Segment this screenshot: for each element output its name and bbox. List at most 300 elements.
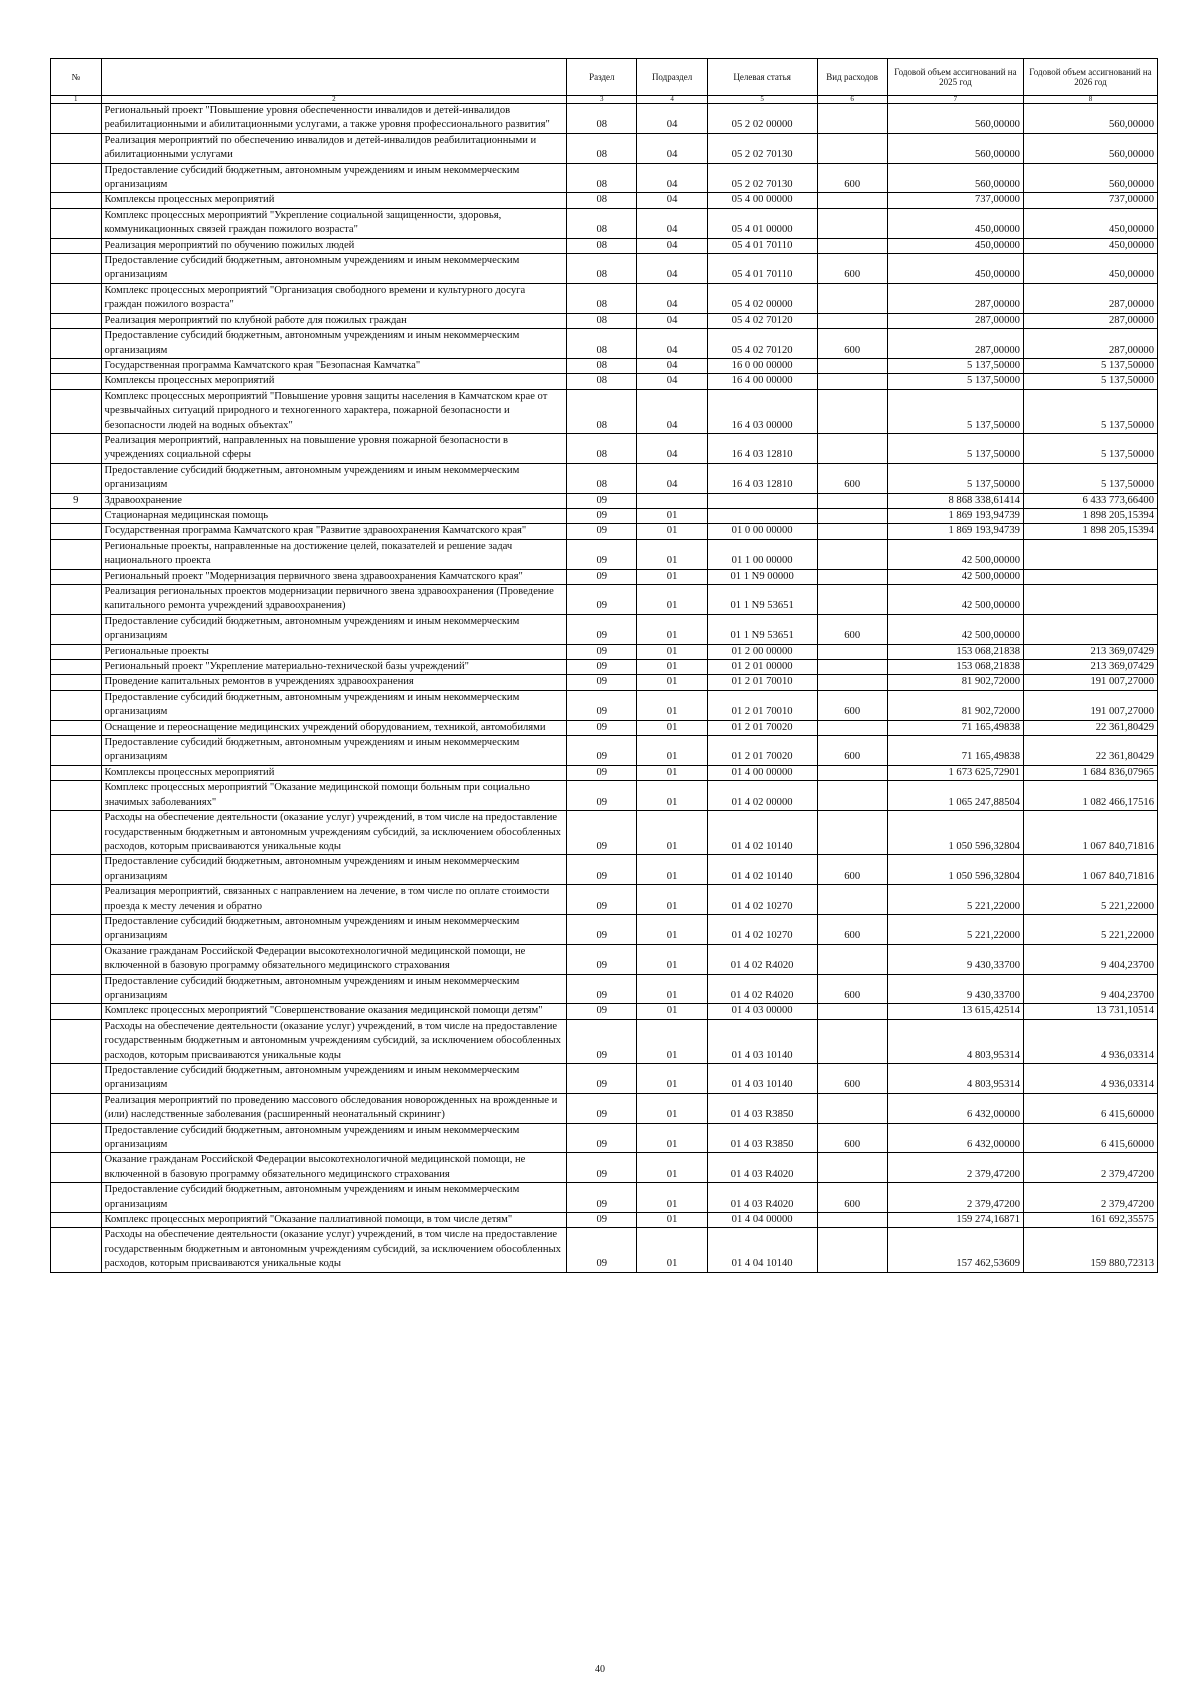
row-expense-type-cell: [817, 313, 887, 328]
table-row: [51, 1093, 1158, 1123]
row-expense-type-cell: [817, 1228, 887, 1272]
row-expense-type-cell: [817, 1153, 887, 1183]
row-name-cell: Комплекс процессных мероприятий "Совершенствование оказания медицинской помощи детям": [101, 1004, 567, 1019]
row-number-cell: [51, 104, 102, 134]
row-number-cell: [51, 193, 102, 208]
row-name-cell: Предоставление субсидий бюджетным, автономным учреждениям и иным некоммерческим организациям: [101, 614, 567, 644]
column-number: 5: [707, 96, 817, 104]
row-name-cell: Предоставление субсидий бюджетным, автономным учреждениям и иным некоммерческим организациям: [101, 463, 567, 493]
row-number-cell: [51, 1093, 102, 1123]
row-razdel-cell: 09: [567, 944, 637, 974]
row-volume-2026-cell: 6 415,60000: [1023, 1123, 1157, 1153]
row-volume-2025-cell: 1 673 625,72901: [887, 765, 1023, 780]
row-podrazdel-cell: 01: [637, 614, 707, 644]
row-volume-2026-cell: 5 221,22000: [1023, 914, 1157, 944]
table-row: [51, 193, 1158, 208]
table-row: [51, 493, 1158, 508]
row-volume-2025-cell: 560,00000: [887, 133, 1023, 163]
row-target-article-cell: 05 4 01 70110: [707, 238, 817, 253]
row-target-article-cell: 05 4 01 70110: [707, 254, 817, 284]
row-podrazdel-cell: 01: [637, 944, 707, 974]
table-row: [51, 720, 1158, 735]
row-number-cell: [51, 1228, 102, 1272]
row-target-article-cell: 16 4 03 12810: [707, 463, 817, 493]
row-podrazdel-cell: 01: [637, 885, 707, 915]
row-number-cell: [51, 675, 102, 690]
row-number-cell: [51, 736, 102, 766]
row-razdel-cell: 09: [567, 855, 637, 885]
row-razdel-cell: 09: [567, 1019, 637, 1063]
row-number-cell: [51, 163, 102, 193]
table-row: [51, 508, 1158, 523]
row-razdel-cell: 09: [567, 811, 637, 855]
table-row: [51, 163, 1158, 193]
row-razdel-cell: 09: [567, 493, 637, 508]
row-volume-2026-cell: 4 936,03314: [1023, 1064, 1157, 1094]
row-expense-type-cell: [817, 374, 887, 389]
row-target-article-cell: 05 2 02 70130: [707, 133, 817, 163]
row-expense-type-cell: [817, 1004, 887, 1019]
row-expense-type-cell: [817, 765, 887, 780]
row-name-cell: Государственная программа Камчатского края "Развитие здравоохранения Камчатского края": [101, 524, 567, 539]
row-podrazdel-cell: 04: [637, 329, 707, 359]
row-target-article-cell: 01 4 03 R4020: [707, 1183, 817, 1213]
row-volume-2025-cell: 9 430,33700: [887, 974, 1023, 1004]
row-target-article-cell: 01 4 02 10140: [707, 855, 817, 885]
row-volume-2025-cell: 9 430,33700: [887, 944, 1023, 974]
row-number-cell: [51, 614, 102, 644]
row-volume-2026-cell: 450,00000: [1023, 208, 1157, 238]
row-volume-2026-cell: 5 137,50000: [1023, 433, 1157, 463]
header-row: [51, 59, 1158, 96]
budget-table-container: [50, 58, 1158, 1273]
row-volume-2026-cell: 287,00000: [1023, 313, 1157, 328]
row-expense-type-cell: [817, 1019, 887, 1063]
row-volume-2026-cell: [1023, 569, 1157, 584]
table-row: [51, 781, 1158, 811]
row-target-article-cell: 01 1 N9 00000: [707, 569, 817, 584]
row-podrazdel-cell: 04: [637, 104, 707, 134]
row-expense-type-cell: [817, 1213, 887, 1228]
row-volume-2026-cell: 5 137,50000: [1023, 374, 1157, 389]
row-podrazdel-cell: 04: [637, 313, 707, 328]
table-row: [51, 765, 1158, 780]
page-number: 40: [595, 1664, 605, 1675]
row-target-article-cell: 01 2 01 00000: [707, 660, 817, 675]
row-name-cell: Стационарная медицинская помощь: [101, 508, 567, 523]
row-volume-2026-cell: [1023, 614, 1157, 644]
row-expense-type-cell: [817, 238, 887, 253]
table-row: [51, 690, 1158, 720]
row-number-cell: [51, 508, 102, 523]
row-target-article-cell: 01 4 03 10140: [707, 1064, 817, 1094]
row-number-cell: [51, 539, 102, 569]
budget-table: [50, 58, 1158, 1273]
row-expense-type-cell: [817, 208, 887, 238]
row-podrazdel-cell: 04: [637, 163, 707, 193]
row-podrazdel-cell: 01: [637, 539, 707, 569]
row-target-article-cell: 01 4 02 R4020: [707, 944, 817, 974]
row-volume-2025-cell: 159 274,16871: [887, 1213, 1023, 1228]
row-name-cell: Реализация мероприятий по клубной работе для пожилых граждан: [101, 313, 567, 328]
row-volume-2025-cell: 1 065 247,88504: [887, 781, 1023, 811]
header-number: №: [51, 59, 102, 96]
row-target-article-cell: 01 2 01 70010: [707, 690, 817, 720]
table-row: [51, 238, 1158, 253]
row-name-cell: Комплекс процессных мероприятий "Оказание медицинской помощи больным при социально значимых заболеваниях": [101, 781, 567, 811]
row-name-cell: Предоставление субсидий бюджетным, автономным учреждениям и иным некоммерческим организациям: [101, 163, 567, 193]
row-volume-2025-cell: 4 803,95314: [887, 1019, 1023, 1063]
row-name-cell: Предоставление субсидий бюджетным, автономным учреждениям и иным некоммерческим организациям: [101, 1183, 567, 1213]
table-row: [51, 736, 1158, 766]
column-number: 4: [637, 96, 707, 104]
row-target-article-cell: 01 1 N9 53651: [707, 585, 817, 615]
row-number-cell: [51, 1183, 102, 1213]
row-number-cell: [51, 765, 102, 780]
row-razdel-cell: 08: [567, 133, 637, 163]
row-razdel-cell: 08: [567, 283, 637, 313]
row-podrazdel-cell: 01: [637, 811, 707, 855]
row-volume-2026-cell: 560,00000: [1023, 104, 1157, 134]
row-razdel-cell: 09: [567, 720, 637, 735]
row-podrazdel-cell: 04: [637, 193, 707, 208]
table-row: [51, 358, 1158, 373]
row-volume-2025-cell: 560,00000: [887, 163, 1023, 193]
row-target-article-cell: 01 2 01 70010: [707, 675, 817, 690]
row-expense-type-cell: [817, 944, 887, 974]
table-row: [51, 569, 1158, 584]
row-name-cell: Региональный проект "Модернизация первичного звена здравоохранения Камчатского края": [101, 569, 567, 584]
row-volume-2025-cell: 1 050 596,32804: [887, 811, 1023, 855]
row-razdel-cell: 09: [567, 974, 637, 1004]
row-volume-2025-cell: 450,00000: [887, 254, 1023, 284]
column-number: 3: [567, 96, 637, 104]
row-name-cell: Комплексы процессных мероприятий: [101, 765, 567, 780]
row-podrazdel-cell: 01: [637, 1064, 707, 1094]
table-row: [51, 524, 1158, 539]
row-podrazdel-cell: 04: [637, 389, 707, 433]
row-number-cell: [51, 660, 102, 675]
row-podrazdel-cell: 04: [637, 433, 707, 463]
row-razdel-cell: 09: [567, 539, 637, 569]
row-razdel-cell: 09: [567, 508, 637, 523]
row-volume-2026-cell: 450,00000: [1023, 238, 1157, 253]
row-razdel-cell: 09: [567, 524, 637, 539]
row-number-cell: [51, 208, 102, 238]
row-expense-type-cell: 600: [817, 855, 887, 885]
row-expense-type-cell: [817, 675, 887, 690]
row-volume-2025-cell: 5 137,50000: [887, 389, 1023, 433]
row-number-cell: [51, 1064, 102, 1094]
row-name-cell: Предоставление субсидий бюджетным, автономным учреждениям и иным некоммерческим организациям: [101, 329, 567, 359]
table-row: [51, 855, 1158, 885]
row-volume-2025-cell: 5 221,22000: [887, 885, 1023, 915]
row-razdel-cell: 09: [567, 569, 637, 584]
row-podrazdel-cell: 01: [637, 855, 707, 885]
row-expense-type-cell: 600: [817, 329, 887, 359]
table-row: [51, 974, 1158, 1004]
row-volume-2026-cell: 1 898 205,15394: [1023, 524, 1157, 539]
row-volume-2025-cell: 450,00000: [887, 238, 1023, 253]
row-podrazdel-cell: 01: [637, 914, 707, 944]
row-razdel-cell: 09: [567, 675, 637, 690]
row-volume-2026-cell: 5 137,50000: [1023, 358, 1157, 373]
row-podrazdel-cell: 01: [637, 524, 707, 539]
row-target-article-cell: 01 4 00 00000: [707, 765, 817, 780]
row-volume-2025-cell: 450,00000: [887, 208, 1023, 238]
row-volume-2026-cell: 1 898 205,15394: [1023, 508, 1157, 523]
row-name-cell: Комплексы процессных мероприятий: [101, 193, 567, 208]
row-volume-2025-cell: 81 902,72000: [887, 675, 1023, 690]
header-target-article: Целевая статья: [707, 59, 817, 96]
table-row: [51, 1153, 1158, 1183]
row-name-cell: Расходы на обеспечение деятельности (оказание услуг) учреждений, в том числе на предоставление государственным бюджетным и автономным учреждениям субсидий, за исключением обособленных расходов, которым присваиваются уникальные коды: [101, 811, 567, 855]
row-volume-2025-cell: 6 432,00000: [887, 1123, 1023, 1153]
row-podrazdel-cell: 01: [637, 1183, 707, 1213]
row-podrazdel-cell: 01: [637, 569, 707, 584]
row-podrazdel-cell: 04: [637, 254, 707, 284]
row-expense-type-cell: [817, 885, 887, 915]
row-podrazdel-cell: 01: [637, 1153, 707, 1183]
row-volume-2025-cell: 6 432,00000: [887, 1093, 1023, 1123]
row-number-cell: [51, 974, 102, 1004]
column-number-row: [51, 96, 1158, 104]
row-target-article-cell: [707, 493, 817, 508]
row-target-article-cell: 01 4 02 10140: [707, 811, 817, 855]
row-volume-2026-cell: 9 404,23700: [1023, 974, 1157, 1004]
row-expense-type-cell: [817, 811, 887, 855]
row-volume-2026-cell: 5 137,50000: [1023, 463, 1157, 493]
row-razdel-cell: 08: [567, 463, 637, 493]
row-target-article-cell: 01 2 01 70020: [707, 720, 817, 735]
row-podrazdel-cell: 04: [637, 238, 707, 253]
header-volume-2026: Годовой объем ассигнований на 2026 год: [1023, 59, 1157, 96]
row-number-cell: [51, 781, 102, 811]
row-volume-2025-cell: 287,00000: [887, 283, 1023, 313]
row-volume-2025-cell: 287,00000: [887, 313, 1023, 328]
table-row: [51, 133, 1158, 163]
row-razdel-cell: 09: [567, 644, 637, 659]
row-razdel-cell: 08: [567, 389, 637, 433]
column-number: 6: [817, 96, 887, 104]
column-number: 7: [887, 96, 1023, 104]
row-name-cell: Региональные проекты, направленные на достижение целей, показателей и решение задач национального проекта: [101, 539, 567, 569]
row-razdel-cell: 09: [567, 690, 637, 720]
row-expense-type-cell: [817, 781, 887, 811]
row-number-cell: [51, 433, 102, 463]
header-name: [101, 59, 567, 96]
row-target-article-cell: 16 4 03 12810: [707, 433, 817, 463]
row-volume-2025-cell: 42 500,00000: [887, 539, 1023, 569]
row-name-cell: Предоставление субсидий бюджетным, автономным учреждениям и иным некоммерческим организациям: [101, 690, 567, 720]
row-name-cell: Предоставление субсидий бюджетным, автономным учреждениям и иным некоммерческим организациям: [101, 855, 567, 885]
row-volume-2026-cell: 22 361,80429: [1023, 720, 1157, 735]
row-volume-2026-cell: 191 007,27000: [1023, 675, 1157, 690]
row-podrazdel-cell: 01: [637, 1019, 707, 1063]
row-target-article-cell: 05 4 00 00000: [707, 193, 817, 208]
table-row: [51, 313, 1158, 328]
row-number-cell: [51, 1123, 102, 1153]
table-row: [51, 660, 1158, 675]
row-podrazdel-cell: 04: [637, 208, 707, 238]
row-number-cell: [51, 133, 102, 163]
row-expense-type-cell: [817, 569, 887, 584]
row-podrazdel-cell: 01: [637, 1213, 707, 1228]
row-expense-type-cell: [817, 493, 887, 508]
row-number-cell: [51, 1004, 102, 1019]
row-target-article-cell: 05 4 02 70120: [707, 313, 817, 328]
row-volume-2025-cell: 737,00000: [887, 193, 1023, 208]
row-number-cell: [51, 720, 102, 735]
row-number-cell: [51, 389, 102, 433]
row-number-cell: [51, 313, 102, 328]
row-number-cell: [51, 374, 102, 389]
row-volume-2026-cell: 6 415,60000: [1023, 1093, 1157, 1123]
row-expense-type-cell: 600: [817, 463, 887, 493]
row-volume-2026-cell: [1023, 585, 1157, 615]
row-number-cell: [51, 811, 102, 855]
row-razdel-cell: 09: [567, 1004, 637, 1019]
row-podrazdel-cell: 01: [637, 1123, 707, 1153]
header-volume-2025: Годовой объем ассигнований на 2025 год: [887, 59, 1023, 96]
row-number-cell: [51, 690, 102, 720]
header-razdel: Раздел: [567, 59, 637, 96]
row-razdel-cell: 08: [567, 193, 637, 208]
table-row: [51, 374, 1158, 389]
row-name-cell: Здравоохранение: [101, 493, 567, 508]
row-volume-2025-cell: 5 137,50000: [887, 358, 1023, 373]
row-podrazdel-cell: 01: [637, 781, 707, 811]
row-volume-2025-cell: 560,00000: [887, 104, 1023, 134]
row-podrazdel-cell: 01: [637, 660, 707, 675]
table-row: [51, 283, 1158, 313]
row-number-cell: [51, 254, 102, 284]
row-name-cell: Реализация региональных проектов модернизации первичного звена здравоохранения (Проведение капитального ремонта учреждений здравоохранения): [101, 585, 567, 615]
row-volume-2025-cell: 42 500,00000: [887, 614, 1023, 644]
row-volume-2026-cell: 450,00000: [1023, 254, 1157, 284]
row-target-article-cell: 16 4 00 00000: [707, 374, 817, 389]
row-volume-2026-cell: 191 007,27000: [1023, 690, 1157, 720]
row-number-cell: [51, 644, 102, 659]
row-name-cell: Предоставление субсидий бюджетным, автономным учреждениям и иным некоммерческим организациям: [101, 1064, 567, 1094]
row-target-article-cell: 01 4 02 R4020: [707, 974, 817, 1004]
table-row: [51, 1228, 1158, 1272]
row-volume-2025-cell: 1 869 193,94739: [887, 524, 1023, 539]
row-name-cell: Комплекс процессных мероприятий "Укрепление социальной защищенности, здоровья, коммуникационных связей граждан пожилого возраста": [101, 208, 567, 238]
table-row: [51, 914, 1158, 944]
row-podrazdel-cell: 01: [637, 508, 707, 523]
row-volume-2026-cell: 1 067 840,71816: [1023, 855, 1157, 885]
row-target-article-cell: 01 4 02 10270: [707, 914, 817, 944]
row-expense-type-cell: [817, 720, 887, 735]
row-volume-2026-cell: 1 082 466,17516: [1023, 781, 1157, 811]
row-name-cell: Расходы на обеспечение деятельности (оказание услуг) учреждений, в том числе на предоставление государственным бюджетным и автономным учреждениям субсидий, за исключением обособленных расходов, которым присваиваются уникальные коды: [101, 1019, 567, 1063]
row-name-cell: Предоставление субсидий бюджетным, автономным учреждениям и иным некоммерческим организациям: [101, 1123, 567, 1153]
row-podrazdel-cell: 01: [637, 1093, 707, 1123]
row-expense-type-cell: [817, 644, 887, 659]
row-expense-type-cell: 600: [817, 1064, 887, 1094]
row-razdel-cell: 09: [567, 1093, 637, 1123]
row-volume-2026-cell: 287,00000: [1023, 283, 1157, 313]
row-volume-2025-cell: 71 165,49838: [887, 736, 1023, 766]
row-name-cell: Комплекс процессных мероприятий "Организация свободного времени и культурного досуга граждан пожилого возраста": [101, 283, 567, 313]
row-volume-2025-cell: 5 137,50000: [887, 463, 1023, 493]
row-podrazdel-cell: 04: [637, 133, 707, 163]
row-expense-type-cell: 600: [817, 736, 887, 766]
row-number-cell: [51, 524, 102, 539]
row-razdel-cell: 09: [567, 1153, 637, 1183]
row-razdel-cell: 08: [567, 433, 637, 463]
table-row: [51, 1064, 1158, 1094]
row-number-cell: [51, 1213, 102, 1228]
row-volume-2025-cell: 42 500,00000: [887, 585, 1023, 615]
row-razdel-cell: 08: [567, 329, 637, 359]
row-razdel-cell: 09: [567, 1183, 637, 1213]
row-razdel-cell: 08: [567, 104, 637, 134]
row-volume-2026-cell: 6 433 773,66400: [1023, 493, 1157, 508]
row-podrazdel-cell: 04: [637, 358, 707, 373]
row-target-article-cell: 16 0 00 00000: [707, 358, 817, 373]
row-target-article-cell: 05 4 02 00000: [707, 283, 817, 313]
row-number-cell: [51, 1019, 102, 1063]
row-target-article-cell: 05 2 02 00000: [707, 104, 817, 134]
table-body: [51, 104, 1158, 1273]
row-razdel-cell: 09: [567, 765, 637, 780]
row-razdel-cell: 09: [567, 1123, 637, 1153]
row-volume-2025-cell: 157 462,53609: [887, 1228, 1023, 1272]
row-podrazdel-cell: 01: [637, 974, 707, 1004]
row-razdel-cell: 08: [567, 238, 637, 253]
row-volume-2026-cell: 560,00000: [1023, 133, 1157, 163]
row-podrazdel-cell: 01: [637, 720, 707, 735]
row-name-cell: Предоставление субсидий бюджетным, автономным учреждениям и иным некоммерческим организациям: [101, 974, 567, 1004]
row-name-cell: Реализация мероприятий по обучению пожилых людей: [101, 238, 567, 253]
row-volume-2026-cell: 9 404,23700: [1023, 944, 1157, 974]
table-row: [51, 644, 1158, 659]
table-row: [51, 675, 1158, 690]
row-podrazdel-cell: [637, 493, 707, 508]
row-target-article-cell: 05 2 02 70130: [707, 163, 817, 193]
table-row: [51, 208, 1158, 238]
row-name-cell: Региональный проект "Укрепление материально-технической базы учреждений": [101, 660, 567, 675]
row-razdel-cell: 09: [567, 1228, 637, 1272]
row-razdel-cell: 09: [567, 1064, 637, 1094]
row-expense-type-cell: [817, 389, 887, 433]
row-number-cell: 9: [51, 493, 102, 508]
row-podrazdel-cell: 04: [637, 283, 707, 313]
table-row: [51, 885, 1158, 915]
row-volume-2025-cell: 71 165,49838: [887, 720, 1023, 735]
row-target-article-cell: 05 4 01 00000: [707, 208, 817, 238]
row-podrazdel-cell: 01: [637, 675, 707, 690]
row-expense-type-cell: [817, 508, 887, 523]
row-expense-type-cell: [817, 524, 887, 539]
row-volume-2025-cell: 1 869 193,94739: [887, 508, 1023, 523]
row-number-cell: [51, 885, 102, 915]
row-volume-2025-cell: 153 068,21838: [887, 660, 1023, 675]
row-number-cell: [51, 1153, 102, 1183]
row-name-cell: Региональные проекты: [101, 644, 567, 659]
table-row: [51, 1019, 1158, 1063]
row-number-cell: [51, 463, 102, 493]
row-volume-2025-cell: 1 050 596,32804: [887, 855, 1023, 885]
row-expense-type-cell: [817, 133, 887, 163]
row-volume-2026-cell: 213 369,07429: [1023, 644, 1157, 659]
row-target-article-cell: 01 2 01 70020: [707, 736, 817, 766]
table-row: [51, 1213, 1158, 1228]
row-razdel-cell: 08: [567, 163, 637, 193]
row-volume-2025-cell: 2 379,47200: [887, 1153, 1023, 1183]
